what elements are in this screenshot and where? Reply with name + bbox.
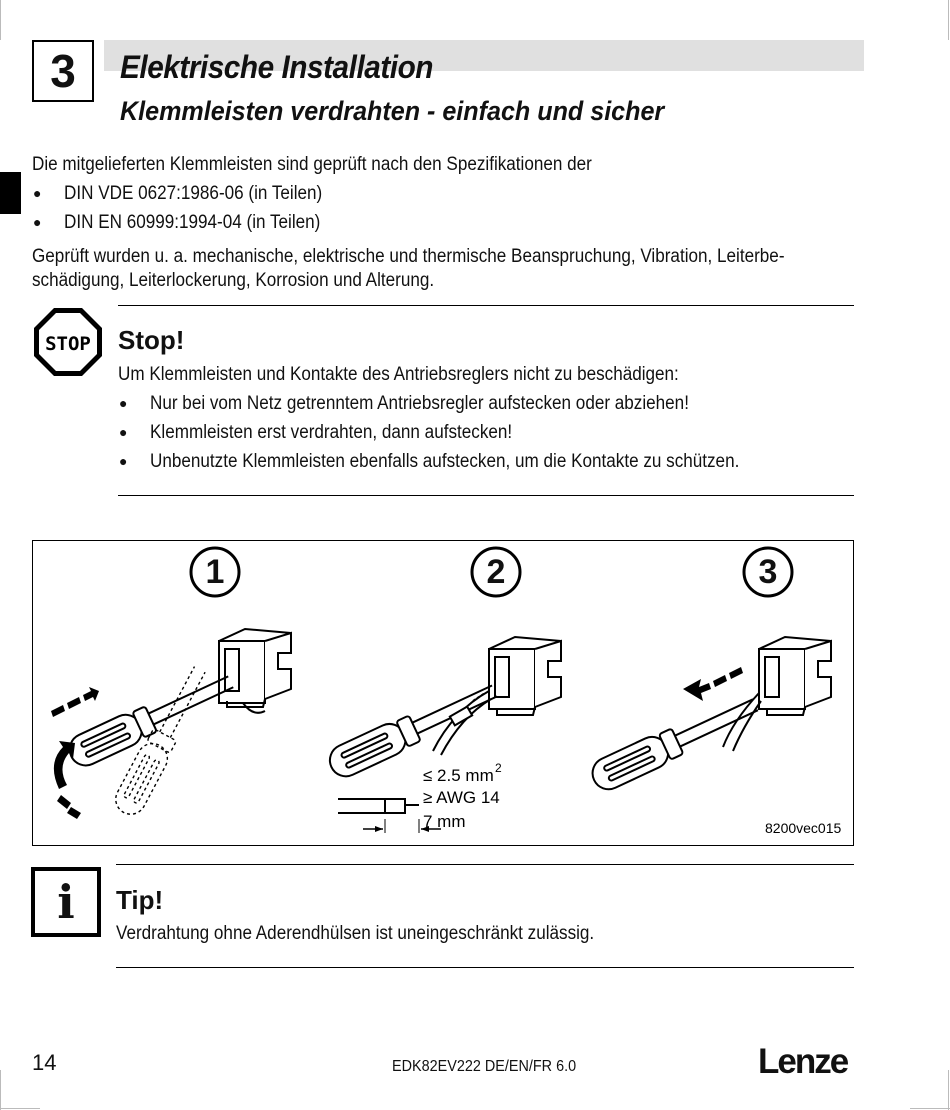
info-icon-letter: i [57,875,75,929]
chapter-number: 3 [32,40,94,102]
strip-length-label: 7 mm [423,812,466,831]
info-icon [31,867,101,937]
tip-heading: Tip! [116,885,164,915]
figure-id: 8200vec015 [765,820,842,836]
intro-bullet: DIN EN 60999:1994-04 (in Teilen) [64,212,321,233]
intro-bullet: DIN VDE 0627:1986-06 (in Teilen) [64,183,323,204]
stop-sign-icon [32,306,104,378]
crop-mark [948,1070,949,1110]
stop-bullet: Unbenutzte Klemmleisten ebenfalls aufstecken, um die Kontakte zu schützen. [150,451,740,472]
wiring-figure [32,540,854,846]
wire-cross-section-spec: ≤ 2.5 mm [423,766,494,785]
page-title: Elektrische Installation [120,49,434,85]
step-number: 1 [205,553,225,591]
crop-mark [0,1070,1,1110]
bullet-dot: ● [33,185,42,201]
document-code: EDK82EV222 DE/EN/FR 6.0 [392,1058,577,1075]
crop-mark [910,1108,950,1109]
page-number: 14 [32,1050,57,1075]
bullet-dot: ● [119,424,128,440]
divider [118,305,854,306]
bullet-dot: ● [119,395,128,411]
stop-heading: Stop! [118,325,185,355]
intro-paragraph-line: Geprüft wurden u. a. mechanische, elektrische und thermische Beanspruchung, Vibration, Leiterbe- [32,246,785,267]
divider [116,967,854,968]
chapter-tab-marker [0,172,21,214]
wire-gauge-spec: ≥ AWG 14 [423,788,500,807]
crop-mark [0,1108,40,1109]
step-number: 3 [758,553,778,591]
stop-sign-label: STOP [45,333,91,355]
wiring-illustration [33,541,853,845]
divider [116,864,854,865]
stop-bullet: Klemmleisten erst verdrahten, dann aufstecken! [150,422,513,443]
intro-paragraph-line: schädigung, Leiterlockerung, Korrosion und Alterung. [32,270,435,291]
lenze-logo: Lenze [758,1042,848,1081]
page-subtitle: Klemmleisten verdrahten - einfach und sicher [120,96,665,126]
superscript-2: 2 [495,761,502,775]
crop-mark [0,0,1,40]
divider [118,495,854,496]
tip-text: Verdrahtung ohne Aderendhülsen ist uneingeschränkt zulässig. [116,923,595,944]
stop-bullet: Nur bei vom Netz getrenntem Antriebsregler aufstecken oder abziehen! [150,393,689,414]
crop-mark [948,0,949,40]
intro-text: Die mitgelieferten Klemmleisten sind geprüft nach den Spezifikationen der [32,154,592,175]
bullet-dot: ● [33,214,42,230]
stop-text: Um Klemmleisten und Kontakte des Antriebsreglers nicht zu beschädigen: [118,364,679,385]
step-number: 2 [486,553,506,591]
bullet-dot: ● [119,453,128,469]
